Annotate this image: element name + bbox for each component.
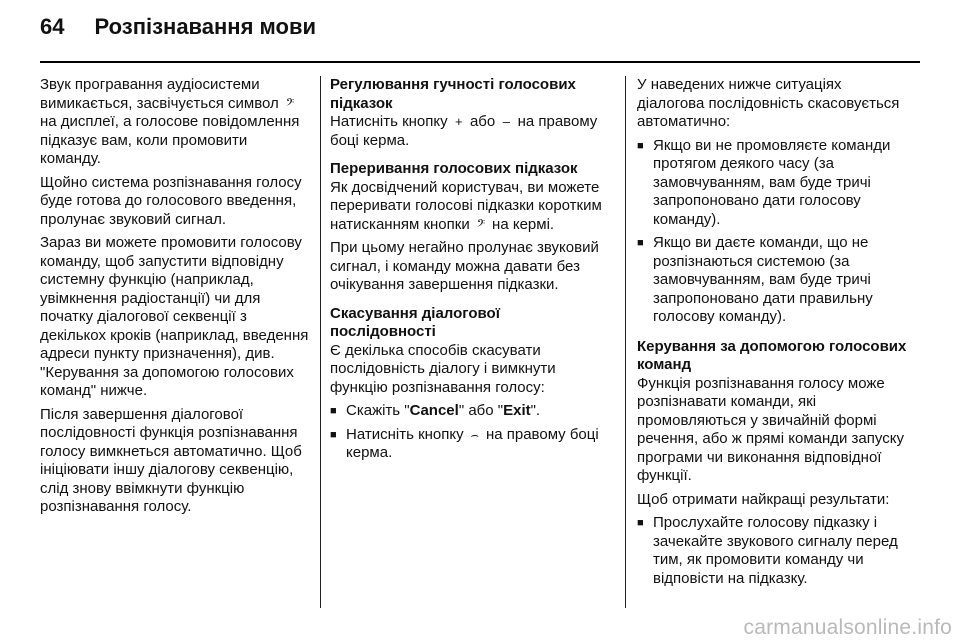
list-item: ■ Якщо ви даєте команди, що не розпізнаються системою (за замовчуванням, вам буде тричі запропоновано дати правильну голосову команду). [637, 234, 911, 327]
list-item: ■ Натисніть кнопку ⌢ на правому боці керма. [330, 426, 608, 463]
column-3 [637, 76, 911, 593]
paragraph: У наведених нижче ситуаціях діалогова послідовність скасовується автоматично: [637, 76, 900, 130]
hang-up-phone-icon: ⌢ [470, 426, 480, 442]
section-heading: Керування за допомогою голосових команд [637, 337, 907, 373]
column-2 [330, 76, 608, 468]
watermark: carmanualsonline.info [743, 616, 952, 639]
paragraph: Як досвідчений користувач, ви можете переривати голосові підказки коротким натисканням кнопки 𝄢 на кермі. [330, 178, 602, 233]
paragraph: Щоб отримати найкращі результати: [637, 490, 890, 508]
paragraph: Після завершення діалогової послідовності функція розпізнавання голосу вимкнеться автоматично. Щоб ініціювати іншу діалогову секвенцію, слід знову ввімкнути функцію розпізнавання голосу. [40, 405, 302, 515]
section-heading: Переривання голосових підказок [330, 160, 578, 177]
page-number: 64 [40, 14, 65, 39]
paragraph: Натисніть кнопку + або – на правому боці керма. [330, 113, 598, 149]
paragraph: При цьому негайно пролунає звуковий сигнал, і команду можна давати без очікування завершення підказки. [330, 239, 599, 293]
section-heading: Регулювання гучності голосових підказок [330, 76, 576, 112]
plus-icon: + [454, 114, 463, 129]
section-volume [330, 76, 608, 150]
paragraph: Є декілька способів скасувати послідовність діалогу і вимкнути функцію розпізнавання голосу: [330, 341, 556, 396]
column-divider-2 [625, 76, 626, 608]
bullet-list [637, 137, 911, 327]
bullet-list [330, 402, 608, 463]
voice-speak-icon: 𝄢 [476, 216, 486, 232]
header-divider [40, 61, 920, 63]
paragraph: Функція розпізнавання голосу може розпізнавати команди, які промовляються у звичайній формі речення, або ж прямі команди запуску програми чи виконання відповідної функції. [637, 374, 904, 484]
bullet-list [637, 514, 911, 588]
section-heading: Скасування діалогової послідовності [330, 304, 500, 340]
section-interrupt [330, 160, 608, 295]
paragraph: Звук програвання аудіосистеми вимикається, засвічується символ 𝄢 на дисплеї, а голосове повідомлення підказує вам, коли промовити команду. [40, 76, 300, 167]
list-item: ■ Скажіть "Cancel" або "Exit". [330, 402, 608, 421]
section-cancel [330, 305, 608, 463]
column-divider-1 [320, 76, 321, 608]
list-item: ■ Прослухайте голосову підказку і зачекайте звукового сигналу перед тим, як промовити команду чи відповісти на підказку. [637, 514, 911, 588]
page-header [40, 14, 316, 54]
minus-icon: – [502, 114, 511, 129]
list-item: ■ Якщо ви не промовляєте команди протягом деякого часу (за замовчуванням, вам буде тричі запропоновано дати голосову команду). [637, 137, 911, 230]
page-title: Розпізнавання мови [94, 14, 317, 39]
column-1 [40, 76, 312, 522]
paragraph: Щойно система розпізнавання голосу буде готова до голосового введення, пролунає звуковий сигнал. [40, 173, 302, 228]
voice-speak-icon: 𝄢 [285, 95, 295, 111]
paragraph: Зараз ви можете промовити голосову команду, щоб запустити відповідну системну функцію (наприклад, увімкнення радіостанції) чи для початку діалогової секвенції з декількох кроків (наприклад, введення адреси пункту призначення), див. "Керування за допомогою голосових команд" нижче. [40, 234, 309, 399]
